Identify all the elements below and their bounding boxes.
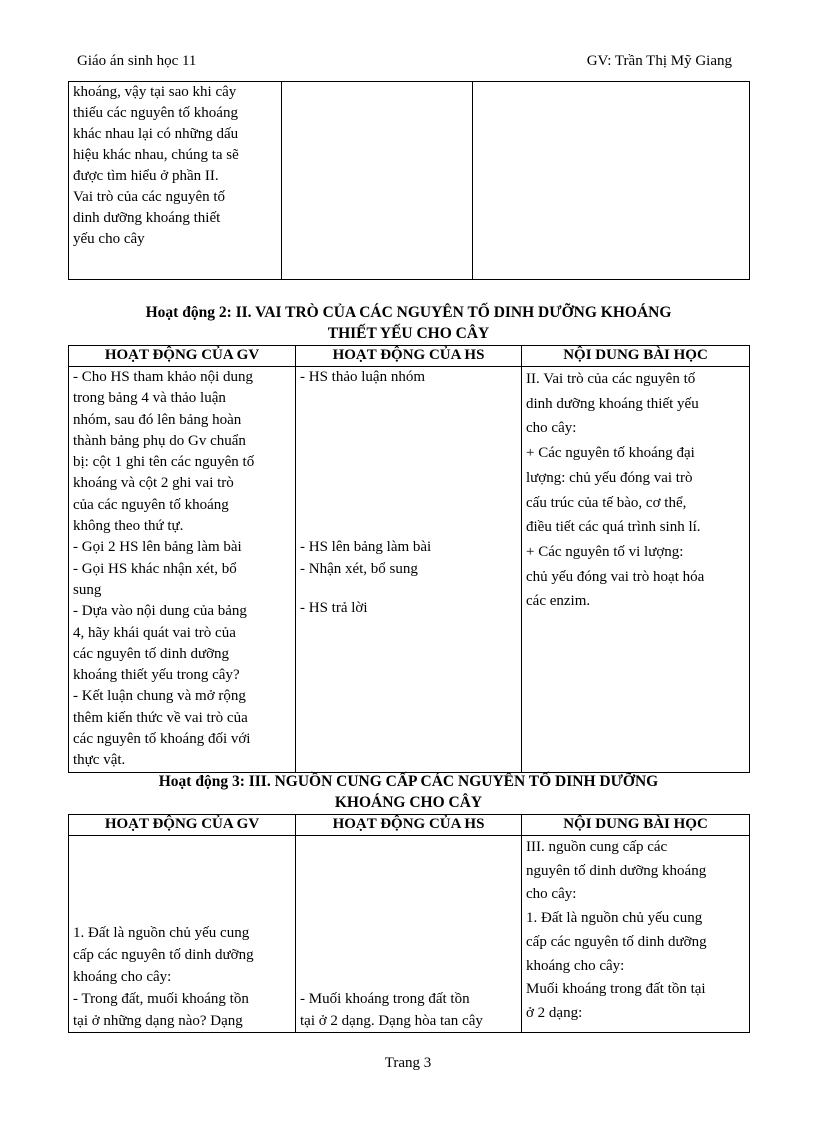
text-line: + Các nguyên tố vi lượng:	[526, 543, 684, 560]
text-line: - Gọi HS khác nhận xét, bổ	[73, 560, 237, 577]
activity2-title-line1: Hoạt động 2: II. VAI TRÒ CỦA CÁC NGUYÊN TỐ DINH DƯỠNG KHOÁNG	[145, 304, 672, 321]
text-line: khoáng thiết yếu trong cây?	[73, 667, 240, 684]
column-header: HOẠT ĐỘNG CỦA GV	[69, 815, 296, 836]
column-header: HOẠT ĐỘNG CỦA GV	[69, 346, 296, 367]
text-line: cấp các nguyên tố dinh dưỡng	[73, 947, 254, 963]
text-line: tại ở những dạng nào? Dạng	[73, 1013, 243, 1029]
text-line: sung	[73, 581, 102, 598]
text-line: - HS thảo luận nhóm	[300, 369, 425, 385]
activity2-hs-cell	[296, 367, 522, 773]
text-line: các enzim.	[526, 593, 591, 610]
top-hs-cell	[282, 82, 473, 280]
text-line: 1. Đất là nguồn chủ yếu cung	[526, 910, 703, 927]
spacer	[73, 836, 291, 922]
header-teacher: GV: Trần Thị Mỹ Giang	[586, 53, 732, 69]
text-line: + Các nguyên tố khoáng đại	[526, 445, 695, 462]
text-line: nhóm, sau đó lên bảng hoàn	[73, 411, 242, 428]
text-line: - Gọi 2 HS lên bảng làm bài	[73, 539, 242, 556]
text-line: - Cho HS tham khảo nội dung	[73, 369, 253, 385]
text-line: 1. Đất là nguồn chủ yếu cung	[73, 925, 250, 941]
text-line: thêm kiến thức về vai trò của	[73, 709, 248, 726]
text-line: cấp các nguyên tố dinh dưỡng	[526, 933, 707, 950]
activity3-nd-cell	[522, 836, 750, 1033]
text-line: thực vật.	[73, 752, 126, 769]
spacer	[300, 580, 517, 598]
text-line: Vai trò của các nguyên tố	[73, 189, 226, 205]
activity3-title	[68, 771, 749, 813]
text-line: cho cây:	[526, 420, 577, 437]
text-line: III. nguồn cung cấp các	[526, 839, 668, 855]
text-line: khoáng cho cây:	[73, 969, 172, 985]
text-line: khác nhau lại có những dấu	[73, 126, 239, 142]
page-number: Trang 3	[384, 1055, 432, 1071]
text-line: dinh dưỡng khoáng thiết yếu	[526, 395, 699, 412]
activity3-gv-cell	[69, 836, 296, 1033]
text-line: ở 2 dạng:	[526, 1004, 583, 1021]
top-gv-cell	[69, 82, 282, 280]
text-line: bị: cột 1 ghi tên các nguyên tố	[73, 454, 255, 471]
activity3-table	[68, 814, 750, 1033]
text-line: khoáng cho cây:	[526, 957, 625, 974]
text-line: tại ở 2 dạng. Dạng hòa tan cây	[300, 1013, 483, 1029]
activity2-gv-cell	[69, 367, 296, 773]
text-line: điều tiết các quá trình sinh lí.	[526, 519, 701, 536]
text-line: yếu cho cây	[73, 231, 145, 247]
text-line: các nguyên tố khoáng đối với	[73, 731, 251, 748]
text-line: cho cây:	[526, 886, 577, 903]
activity3-title-line2: KHOÁNG CHO CÂY	[334, 794, 483, 811]
top-nd-cell	[473, 82, 750, 280]
column-header: NỘI DUNG BÀI HỌC	[522, 346, 750, 367]
text-line: Muối khoáng trong đất tồn tại	[526, 981, 706, 998]
text-line: nguyên tố dinh dưỡng khoáng	[526, 862, 707, 879]
text-line: - Muối khoáng trong đất tồn	[300, 991, 470, 1007]
activity2-table	[68, 345, 750, 773]
activity2-nd-cell	[522, 367, 750, 773]
text-line: - HS lên bảng làm bài	[300, 539, 432, 556]
text-line: không theo thứ tự.	[73, 518, 184, 535]
header-subject: Giáo án sinh học 11	[77, 53, 197, 69]
text-line: - Nhận xét, bổ sung	[300, 560, 418, 577]
text-line: cấu trúc của tế bào, cơ thể,	[526, 494, 687, 511]
text-line: thiếu các nguyên tố khoáng	[73, 105, 238, 121]
text-line: khoáng, vậy tại sao khi cây	[73, 84, 237, 100]
text-line: 4, hãy khái quát vai trò của	[73, 624, 236, 641]
column-header: HOẠT ĐỘNG CỦA HS	[296, 346, 522, 367]
column-header: HOẠT ĐỘNG CỦA HS	[296, 815, 522, 836]
text-line: lượng: chủ yếu đóng vai trò	[526, 469, 693, 486]
text-line: - HS trả lời	[300, 599, 368, 616]
text-line: chủ yếu đóng vai trò hoạt hóa	[526, 568, 705, 585]
activity3-title-line1: Hoạt động 3: III. NGUỒN CUNG CẤP CÁC NGUYÊN TỐ DINH DƯỠNG	[158, 773, 659, 790]
text-line: khoáng và cột 2 ghi vai trò	[73, 475, 234, 492]
text-line: - Kết luận chung và mở rộng	[73, 688, 246, 705]
text-line: dinh dưỡng khoáng thiết	[73, 210, 221, 226]
spacer	[300, 836, 517, 988]
activity2-title	[68, 302, 749, 344]
activity3-hs-cell	[296, 836, 522, 1033]
text-line: các nguyên tố dinh dưỡng	[73, 645, 230, 662]
text-line: II. Vai trò của các nguyên tố	[526, 371, 696, 387]
text-line: được tìm hiểu ở phần II.	[73, 168, 219, 184]
text-line: hiệu khác nhau, chúng ta sẽ	[73, 147, 239, 163]
column-header: NỘI DUNG BÀI HỌC	[522, 815, 750, 836]
text-line: của các nguyên tố khoáng	[73, 496, 229, 513]
text-line: - Dựa vào nội dung của bảng	[73, 603, 247, 620]
top-continuation-table	[68, 81, 750, 280]
activity2-title-line2: THIẾT YẾU CHO CÂY	[327, 325, 490, 342]
text-line: trong bảng 4 và thảo luận	[73, 390, 226, 407]
text-line: thành bảng phụ do Gv chuẩn	[73, 432, 246, 449]
spacer	[300, 388, 517, 537]
text-line: - Trong đất, muối khoáng tồn	[73, 991, 249, 1007]
